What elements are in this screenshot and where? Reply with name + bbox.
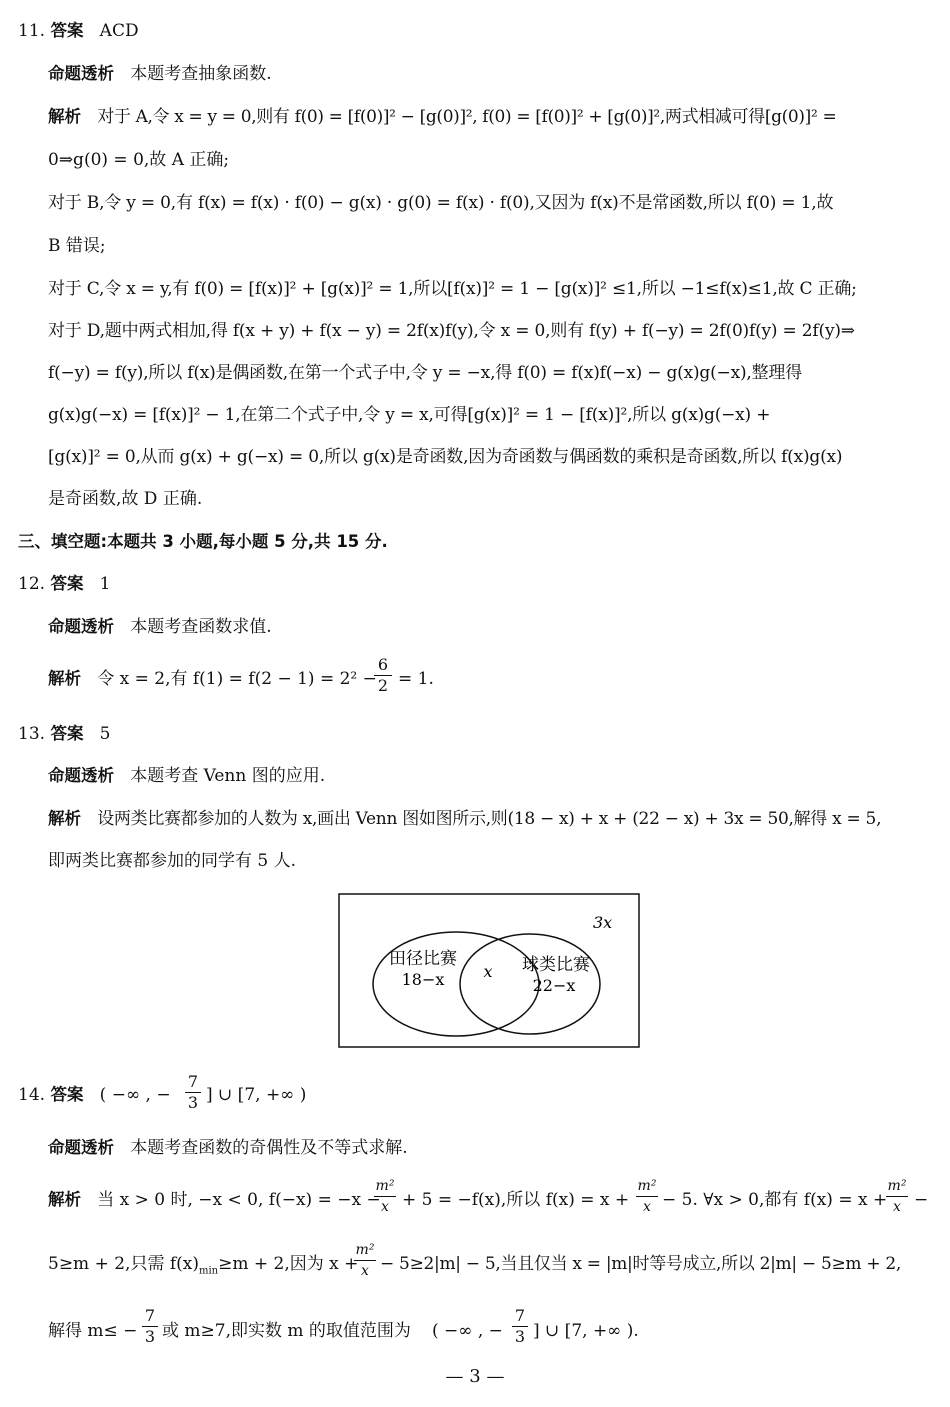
fraction-denominator: x: [893, 1199, 901, 1215]
fraction: [354, 1240, 376, 1281]
analysis-label: 解析: [48, 1190, 81, 1209]
analysis-text: 设两类比赛都参加的人数为 x,画出 Venn 图如图所示,则(18 − x) + x + (22 − x) + 3x = 50,解得 x = 5,: [97, 809, 882, 829]
venn-diagram: [338, 893, 640, 1048]
q11-analysis-line-4: B 错误;: [48, 236, 106, 256]
answer-label: 答案: [50, 1085, 84, 1104]
answer-value: ACD: [99, 21, 139, 41]
fraction: [185, 1072, 201, 1113]
fraction-numerator: 6: [374, 655, 392, 676]
intro-label: 命题透析: [48, 617, 114, 636]
q14-analysis-line-2c: − 5≥2|m| − 5,当且仅当 x = |m|时等号成立,所以 2|m| − 5≥m + 2,: [380, 1254, 901, 1274]
question-number: 13.: [18, 724, 51, 744]
answer-value: 1: [99, 574, 111, 594]
q13-header: [18, 723, 111, 745]
fraction-denominator: 3: [144, 1327, 156, 1346]
fraction-denominator: x: [643, 1199, 651, 1215]
answer-label: 答案: [50, 21, 84, 40]
fraction-numerator: m²: [886, 1176, 908, 1197]
question-number: 11.: [18, 21, 51, 41]
q14-analysis-line-2a: [48, 1253, 358, 1282]
q14-analysis-line-1c: − 5. ∀x > 0,都有 f(x) = x +: [662, 1190, 888, 1210]
fraction-numerator: 7: [185, 1072, 201, 1093]
q14-analysis-line-3b: 或 m≥7,即实数 m 的取值范围为: [162, 1321, 411, 1341]
q13-intro: [48, 765, 325, 787]
q12-intro: [48, 616, 272, 638]
q14-analysis-line-1a: [48, 1189, 381, 1211]
analysis-label: 解析: [48, 809, 81, 828]
q11-analysis-line-5: 对于 C,令 x = y,有 f(0) = [f(x)]² + [g(x)]² = 1,所以[f(x)]² = 1 − [g(x)]² ≤1,所以 −1≤f(x)≤1,故 C 正确;: [48, 279, 857, 299]
fraction-denominator: x: [361, 1263, 369, 1279]
answer-interval-end: ] ∪ [7, +∞ ): [206, 1085, 307, 1105]
venn-right-circle: [460, 934, 600, 1034]
answer-value: 5: [99, 724, 111, 744]
intro-label: 命题透析: [48, 1138, 114, 1157]
intro-label: 命题透析: [48, 64, 114, 83]
fraction: [512, 1306, 528, 1347]
intro-text: 本题考查 Venn 图的应用.: [130, 766, 326, 786]
analysis-text: 当 x > 0 时, −x < 0, f(−x) = −x −: [97, 1190, 381, 1210]
fraction: [886, 1176, 908, 1217]
venn-outside-label: 3x: [593, 913, 613, 932]
q11-analysis-line-3: 对于 B,令 y = 0,有 f(x) = f(x) · f(0) − g(x) · g(0) = f(x) · f(0),又因为 f(x)不是常函数,所以 f(0) = 1,故: [48, 193, 834, 213]
q14-analysis-line-3a: 解得 m≤ −: [48, 1321, 138, 1341]
answer-label: 答案: [50, 724, 84, 743]
fraction-numerator: m²: [374, 1176, 396, 1197]
intro-text: 本题考查函数的奇偶性及不等式求解.: [130, 1138, 408, 1158]
q14-analysis-line-1b: + 5 = −f(x),所以 f(x) = x +: [402, 1190, 630, 1210]
q13-analysis-line-1: [48, 808, 881, 830]
venn-left-circle: [373, 932, 539, 1036]
q14-header: [18, 1084, 171, 1106]
intro-text: 本题考查抽象函数.: [130, 64, 272, 84]
fraction-denominator: 2: [377, 676, 389, 695]
q11-analysis-line-6: 对于 D,题中两式相加,得 f(x + y) + f(x − y) = 2f(x)f(y),令 x = 0,则有 f(y) + f(−y) = 2f(0)f(y) = 2f(y)⇒: [48, 321, 855, 341]
analysis-text: ≥m + 2,因为 x +: [218, 1254, 359, 1274]
q12-header: [18, 573, 111, 595]
analysis-label: 解析: [48, 669, 81, 688]
q11-intro: [48, 63, 272, 85]
question-number: 14.: [18, 1085, 51, 1105]
q14-analysis-line-3c: ( −∞ , −: [432, 1321, 503, 1341]
question-number: 12.: [18, 574, 51, 594]
q11-analysis-line-8: g(x)g(−x) = [f(x)]² − 1,在第二个式子中,令 y = x,可得[g(x)]² = 1 − [f(x)]²,所以 g(x)g(−x) +: [48, 405, 771, 425]
fraction-numerator: 7: [512, 1306, 528, 1327]
venn-center-label: x: [483, 962, 493, 981]
fraction-denominator: x: [381, 1199, 389, 1215]
q12-analysis-end: = 1.: [398, 669, 434, 689]
answer-interval-start: ( −∞ , −: [99, 1085, 171, 1105]
analysis-text: 对于 A,令 x = y = 0,则有 f(0) = [f(0)]² − [g(0)]², f(0) = [f(0)]² + [g(0)]²,两式相减可得[g(0)]² =: [97, 107, 837, 127]
fraction: [636, 1176, 658, 1217]
fraction-denominator: 3: [187, 1093, 199, 1112]
fraction-numerator: m²: [636, 1176, 658, 1197]
q14-analysis-line-1d: −: [914, 1190, 929, 1210]
q14-intro: [48, 1137, 408, 1159]
venn-left-title: 田径比赛: [389, 949, 457, 969]
subscript-min: min: [199, 1265, 219, 1277]
intro-text: 本题考查函数求值.: [130, 617, 272, 637]
analysis-text: 令 x = 2,有 f(1) = f(2 − 1) = 2² −: [97, 669, 377, 689]
intro-label: 命题透析: [48, 766, 114, 785]
fraction-numerator: 7: [142, 1306, 158, 1327]
fraction-denominator: 3: [514, 1327, 526, 1346]
q13-analysis-line-2: 即两类比赛都参加的同学有 5 人.: [48, 851, 297, 871]
q11-analysis-line-10: 是奇函数,故 D 正确.: [48, 489, 203, 509]
section-heading: 三、填空题:本题共 3 小题,每小题 5 分,共 15 分.: [18, 532, 388, 551]
q11-analysis-line-9: [g(x)]² = 0,从而 g(x) + g(−x) = 0,所以 g(x)是奇函数,因为奇函数与偶函数的乘积是奇函数,所以 f(x)g(x): [48, 447, 843, 467]
fraction: [374, 655, 392, 696]
analysis-label: 解析: [48, 107, 81, 126]
q14-analysis-line-3d: ] ∪ [7, +∞ ).: [533, 1321, 639, 1341]
fraction: [142, 1306, 158, 1347]
q12-analysis: [48, 668, 377, 690]
venn-right-title: 球类比赛: [522, 955, 590, 975]
venn-left-value: 18−x: [401, 970, 445, 989]
q11-header: [18, 20, 139, 42]
q11-analysis-line-2: 0⇒g(0) = 0,故 A 正确;: [48, 150, 230, 170]
fraction: [374, 1176, 396, 1217]
venn-right-value: 22−x: [532, 976, 576, 995]
venn-svg: [338, 893, 640, 1048]
fraction-numerator: m²: [354, 1240, 376, 1261]
q11-analysis-line-1: [48, 106, 836, 128]
answer-label: 答案: [50, 574, 84, 593]
q11-analysis-line-7: f(−y) = f(y),所以 f(x)是偶函数,在第一个式子中,令 y = −x,得 f(0) = f(x)f(−x) − g(x)g(−x),整理得: [48, 363, 802, 383]
page-number: — 3 —: [445, 1366, 505, 1387]
analysis-text: 5≥m + 2,只需 f(x): [48, 1254, 199, 1274]
